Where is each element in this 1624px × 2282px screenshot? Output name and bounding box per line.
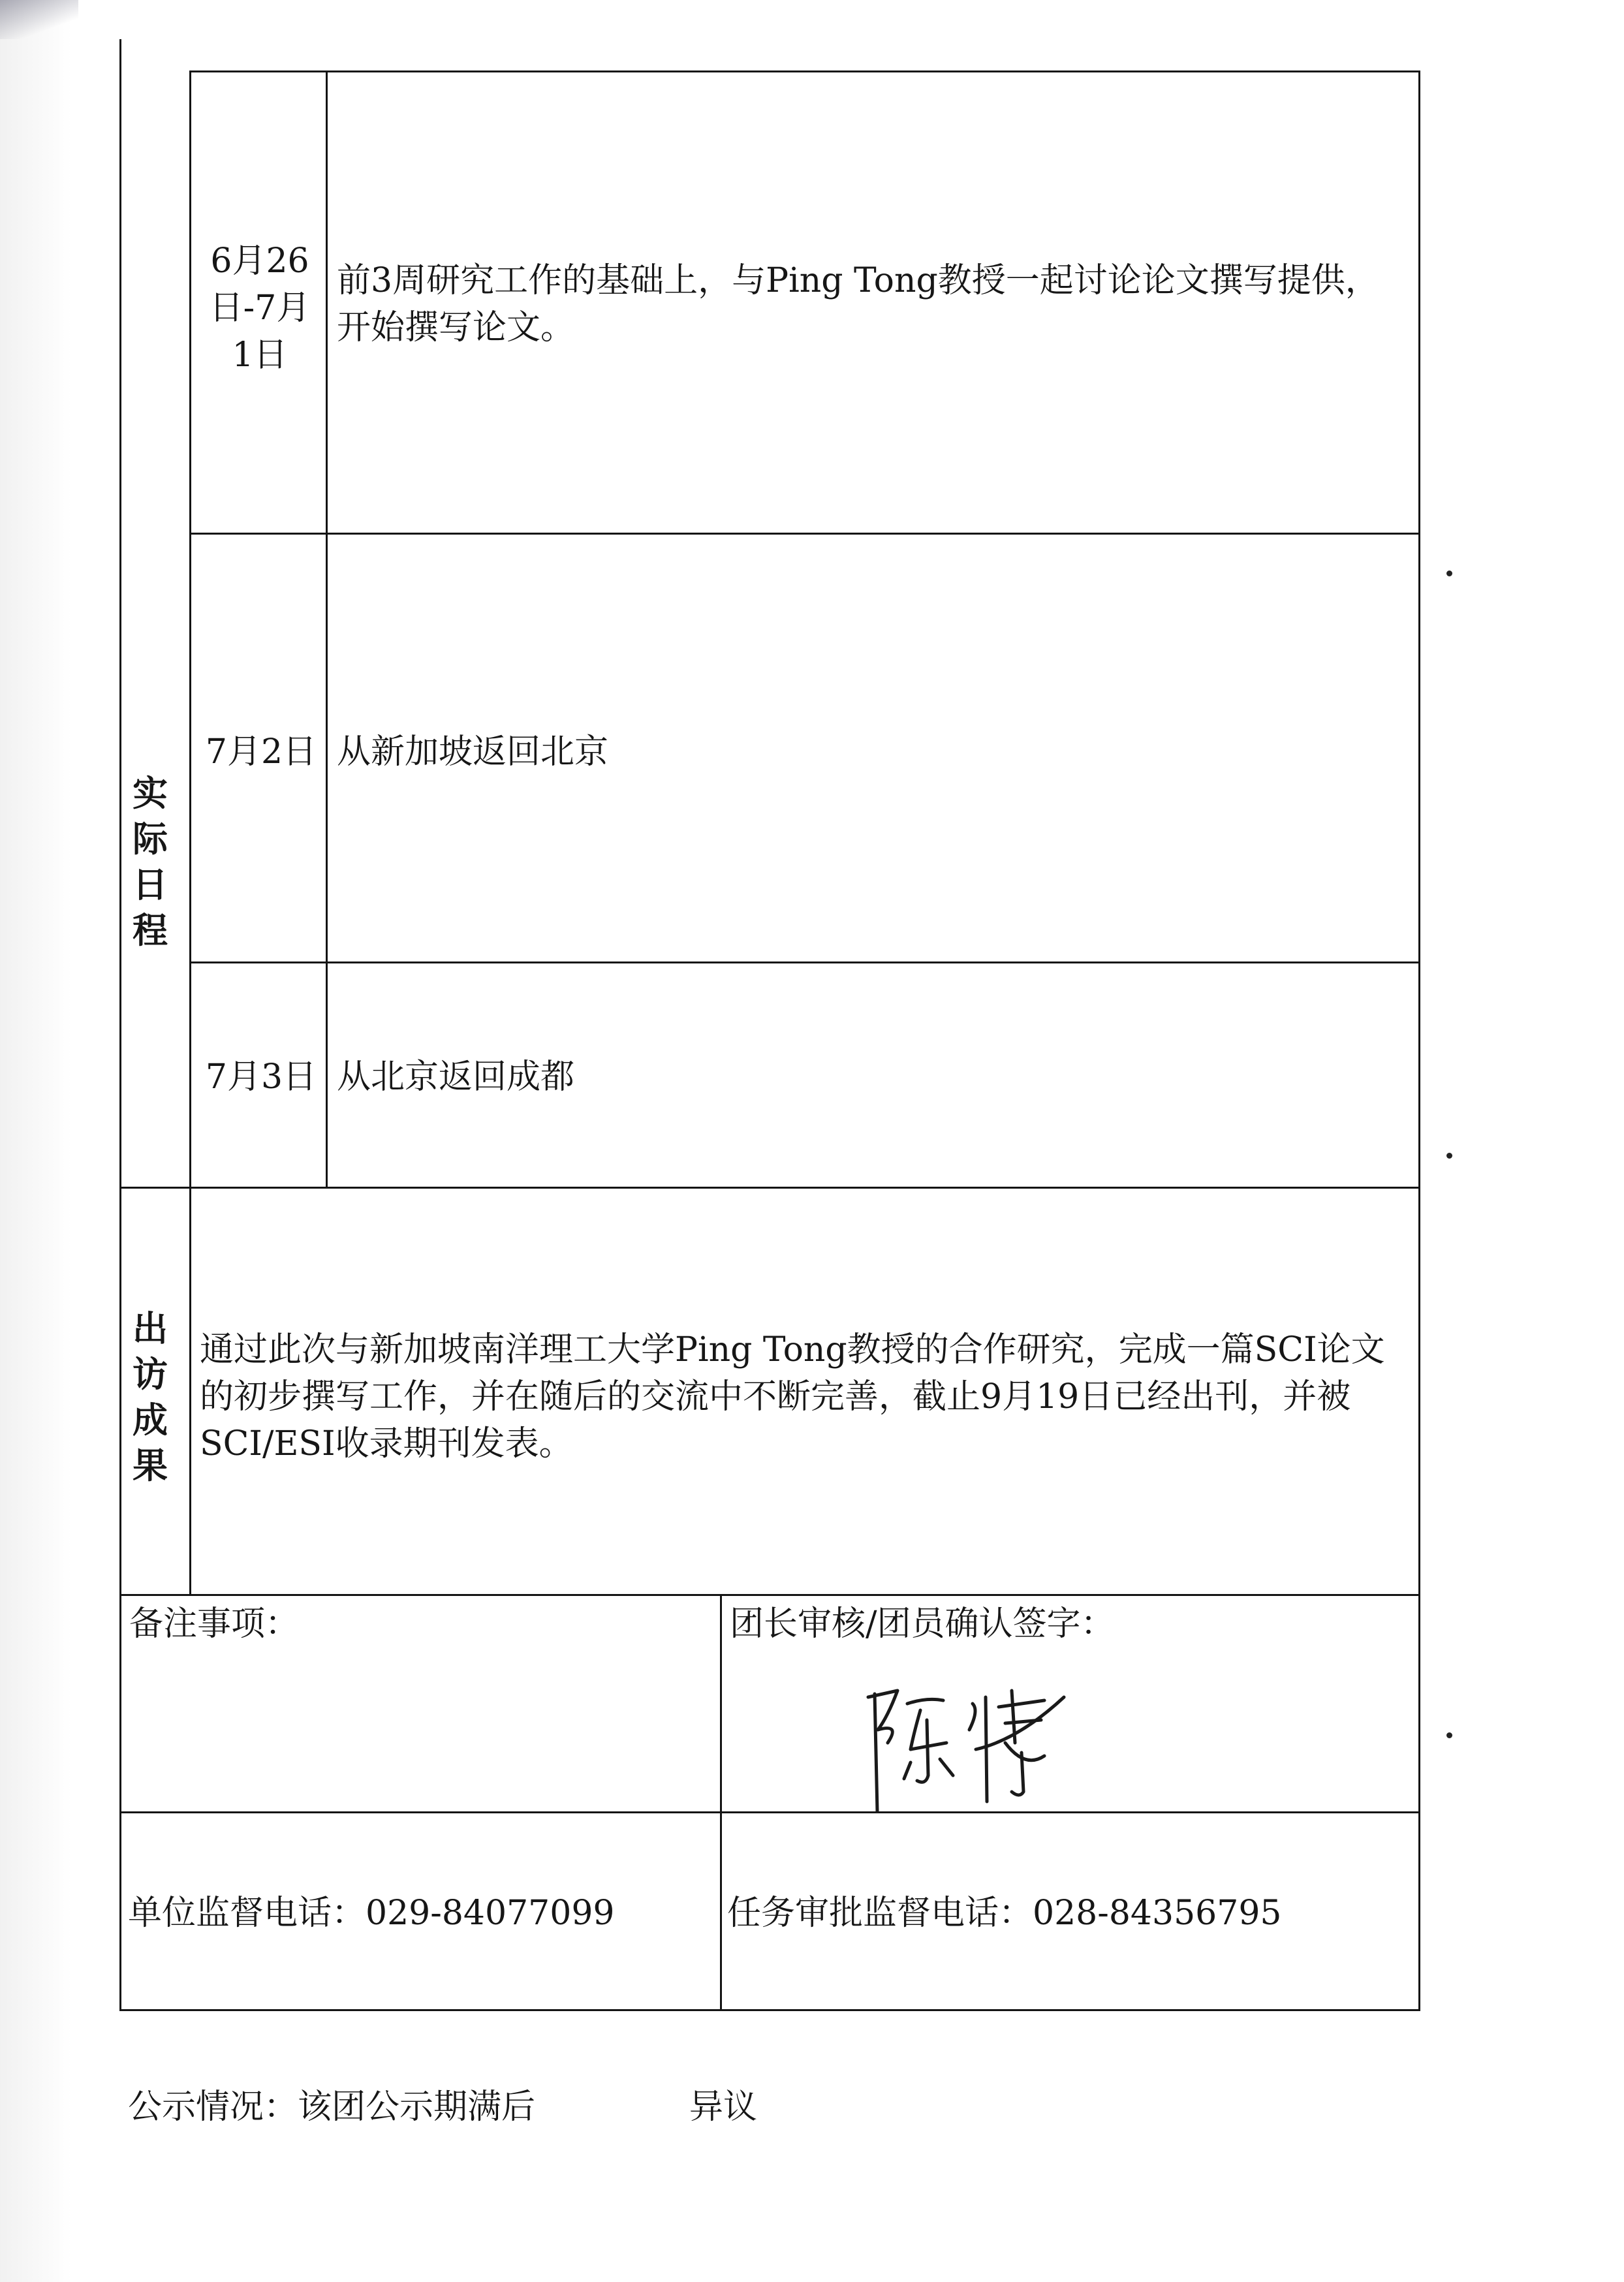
row-divider-2	[189, 961, 1420, 963]
table-border-right	[1418, 70, 1420, 2010]
scan-corner-mark	[0, 0, 78, 39]
publicity-status: 公示情况：该团公示期满后	[128, 2087, 536, 2127]
scan-dot-2	[1446, 1153, 1452, 1159]
schedule-content-1: 前3周研究工作的基础上，与Ping Tong教授一起讨论论文撰写提供，开始撰写论文。	[337, 261, 1379, 347]
results-section-label: 出访成果	[133, 1307, 168, 1486]
task-supervision-phone: 任务审批监督电话：028-84356795	[727, 1894, 1282, 1933]
schedule-date-2: 7月2日	[205, 732, 317, 772]
schedule-content-3: 从北京返回成都	[337, 1057, 575, 1097]
remarks-bottom-line	[119, 1811, 1420, 1813]
objection-text: 异议	[689, 2087, 758, 2127]
table-border-left	[119, 39, 121, 2010]
schedule-date-3: 7月3日	[205, 1057, 317, 1097]
results-bottom-line	[119, 1594, 1420, 1596]
schedule-bottom-line	[119, 1187, 1420, 1189]
table-top-line	[189, 70, 1420, 72]
handwritten-signature	[849, 1671, 1084, 1821]
remarks-label: 备注事项：	[129, 1604, 300, 1644]
scan-dot-3	[1446, 1732, 1452, 1738]
schedule-section-label: 实际日程	[133, 772, 168, 951]
bottom-column-divider	[720, 1594, 722, 2010]
table-bottom-line	[119, 2009, 1420, 2011]
label-column-divider	[189, 70, 191, 1594]
unit-supervision-phone: 单位监督电话：029-84077099	[128, 1894, 615, 1933]
scan-shadow	[0, 0, 72, 2282]
date-column-divider	[326, 70, 328, 1187]
schedule-content-2: 从新加坡返回北京	[337, 732, 609, 772]
row-divider-1	[189, 533, 1420, 535]
schedule-date-1: 6月26日-7月1日	[209, 242, 311, 375]
results-content: 通过此次与新加坡南洋理工大学Ping Tong教授的合作研究，完成一篇SCI论文的初步撰写工作，并在随后的交流中不断完善，截止9月19日已经出刊，并被SCI/ESI收录期刊发表。	[200, 1330, 1385, 1463]
approval-label: 团长审核/团员确认签字：	[730, 1604, 1115, 1644]
scan-dot-1	[1446, 570, 1452, 576]
